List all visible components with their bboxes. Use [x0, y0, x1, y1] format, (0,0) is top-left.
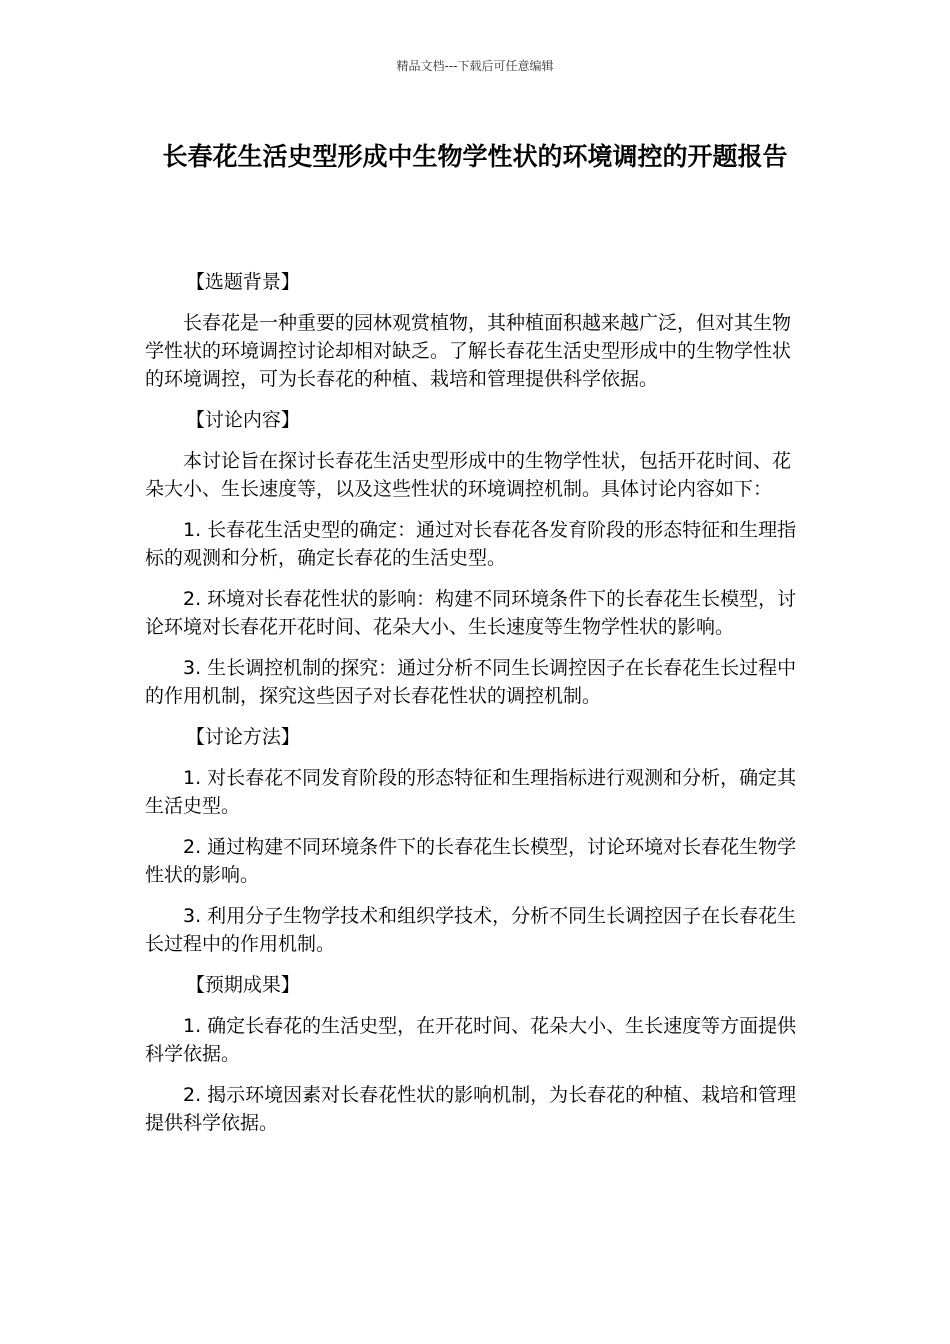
results-list-item: 2. 揭示环境因素对长春花性状的影响机制，为长春花的种植、栽培和管理提供科学依据。 — [145, 1084, 797, 1134]
content-intro-paragraph: 本讨论旨在探讨长春花生活史型形成中的生物学性状，包括开花时间、花朵大小、生长速度等，以及这些性状的环境调控机制。具体讨论内容如下： — [145, 450, 792, 500]
document-title: 长春花生活史型形成中生物学性状的环境调控的开题报告 — [162, 142, 788, 171]
section-heading-methods: 【讨论方法】 — [185, 726, 300, 748]
section-heading-results: 【预期成果】 — [185, 974, 300, 996]
content-list-item: 2. 环境对长春花性状的影响：构建不同环境条件下的长春花生长模型，讨论环境对长春花开花时间、花朵大小、生长速度等生物学性状的影响。 — [145, 588, 797, 638]
section-heading-content: 【讨论内容】 — [185, 409, 300, 431]
header-note: 精品文档---下载后可任意编辑 — [396, 59, 554, 73]
results-list-item: 1. 确定长春花的生活史型，在开花时间、花朵大小、生长速度等方面提供科学依据。 — [145, 1015, 797, 1065]
section-heading-background: 【选题背景】 — [185, 271, 300, 293]
methods-list-item: 2. 通过构建不同环境条件下的长春花生长模型，讨论环境对长春花生物学性状的影响。 — [145, 836, 797, 886]
methods-list-item: 3. 利用分子生物学技术和组织学技术，分析不同生长调控因子在长春花生长过程中的作用机制。 — [145, 905, 797, 955]
methods-list-item: 1. 对长春花不同发育阶段的形态特征和生理指标进行观测和分析，确定其生活史型。 — [145, 767, 797, 817]
document-body — [145, 268, 800, 1150]
background-paragraph: 长春花是一种重要的园林观赏植物，其种植面积越来越广泛，但对其生物学性状的环境调控讨论却相对缺乏。了解长春花生活史型形成中的生物学性状的环境调控，可为长春花的种植、栽培和管理提供科学依据。 — [145, 312, 792, 390]
content-list-item: 3. 生长调控机制的探究：通过分析不同生长调控因子在长春花生长过程中的作用机制，探究这些因子对长春花性状的调控机制。 — [145, 657, 797, 707]
content-list-item: 1. 长春花生活史型的确定：通过对长春花各发育阶段的形态特征和生理指标的观测和分析，确定长春花的生活史型。 — [145, 519, 797, 569]
